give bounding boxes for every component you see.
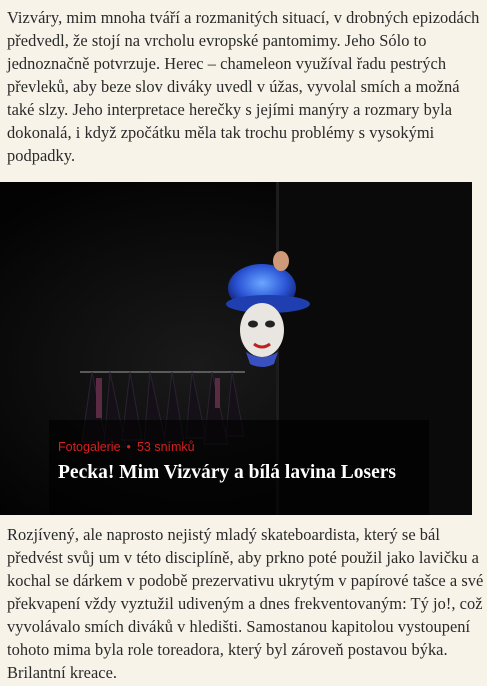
gallery-label: Fotogalerie	[58, 440, 121, 454]
gallery-separator: •	[126, 440, 131, 454]
gallery-caption[interactable]	[49, 420, 429, 515]
article-paragraph: Rozjívený, ale naprosto nejistý mladý skateboardista, který se bál předvést svůj um v této disciplíně, aby prkno poté použil jako lavičku a kochal se dárkem v podobě prezervativu ukrytým v papírové tašce a své překvapení vždy vyztužil udiveným a dnes frekventovaným: Tý jo!, což vyvolávalo smích diváků v hledišti. Samostanou kapitolou vystoupení tohoto mima byla role toreadora, který byl zároveň postavou býka. Brilantní kreace.	[7, 525, 484, 682]
gallery-meta	[58, 440, 195, 454]
gallery-title-link[interactable]: Pecka! Mim Vizváry a bílá lavina Losers	[58, 462, 396, 483]
photo-gallery-card[interactable]	[0, 182, 472, 515]
gallery-photo-count: 53 snímků	[136, 440, 195, 454]
article-paragraph: Vizváry, mim mnoha tváří a rozmanitých situací, v drobných epizodách předvedl, že stojí na vrcholu evropské pantomimy. Jeho Sólo to jednoznačně potvrzuje. Herec – chameleon využíval řadu pestrých převleků, aby beze slov diváky uvedl v úžas, vyvolal smích a možná také slzy. Jeho interpretace herečky s jejími manýry a rozmary byla dokonalá, i když zpočátku měla tak trochu problémy s vysokými podpadky.	[7, 8, 480, 165]
